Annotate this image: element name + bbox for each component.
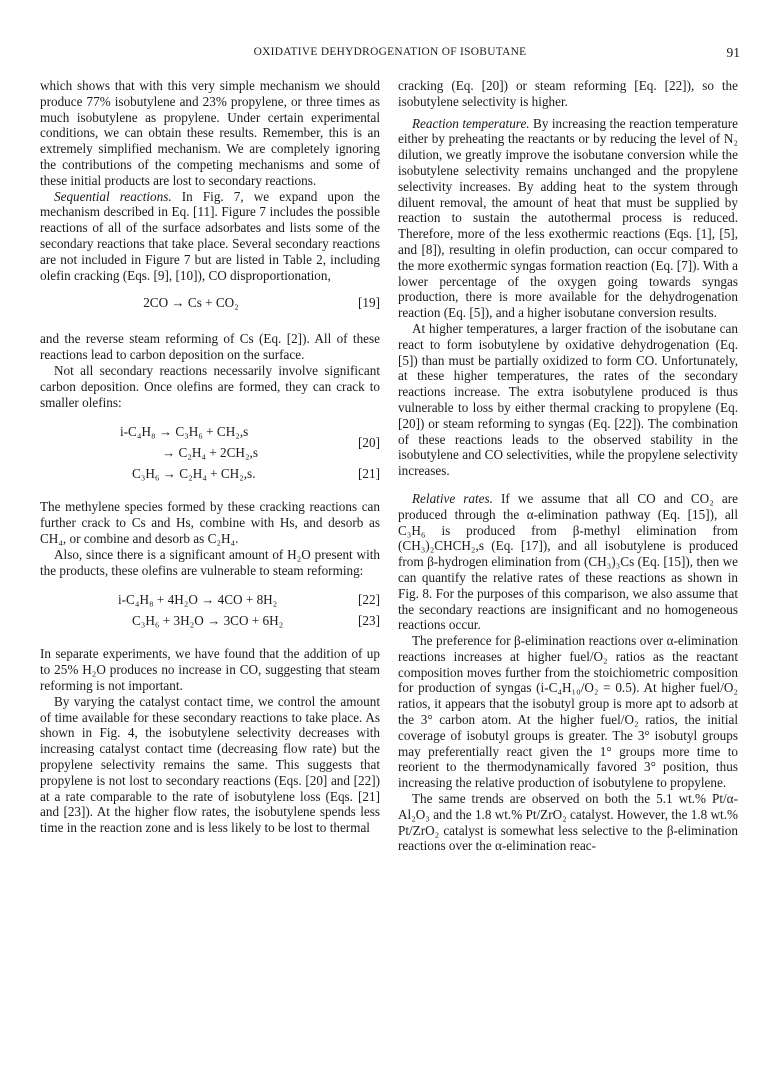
- equation-20-line-2: → C₂H₄ + 2CH₂,s: [162, 445, 258, 461]
- paragraph: which shows that with this very simple mechanism we should produce 77% isobutylene and 23% propylene, or three times as much isobutylene as propylene. Under certain experimental conditions, we can obtain these results. Remember, this is an extremely simplified mechanism. We are completely ignoring the contributions of the competing mechanisms and some of these initial products are lost to secondary reactions.: [40, 78, 380, 188]
- paragraph-text: By increasing the reaction temperature either by preheating the reactants or by reducing the level of N₂ dilution, we greatly improve the isobutane conversion while the isobutylene selectivity remains unchanged and the propylene selectivity increases. By adding heat to the system through diluent removal, the amount of heat that must be supplied by reaction to sustain the autothermal process is reduced. Therefore, more of the less exothermic reactions (Eqs. [1], [5], and [8]), resulting in olefin production, can occur compared to the more exothermic syngas formation reaction (Eq. [7]). With a lower percentage of the oxygen going towards syngas production, there is more available for the dehydrogenation reaction (Eq. [5]), and a higher isobutane conversion results.: [398, 115, 738, 321]
- equation-number: [20]: [358, 435, 380, 451]
- paragraph: Not all secondary reactions necessarily involve significant carbon deposition. Once olefins are formed, they can crack to smaller olefins:: [40, 362, 380, 410]
- equation-22: i-C₄H₈ + 4H₂O → 4CO + 8H₂: [118, 592, 278, 608]
- equation-number: [22]: [358, 592, 380, 608]
- section-heading: Reaction temperature.: [412, 115, 530, 131]
- equation-20-line-1: i-C₄H₈ → C₃H₆ + CH₂,s: [120, 424, 249, 440]
- paragraph: The preference for β-elimination reactions over α-elimination reactions increases at higher fuel/O₂ ratios as the reactant composition moves further from the stoichiometric composition for production of syngas (i-C₄H₁₀/O₂ = 0.5). At higher fuel/O₂ ratios, it appears that the isobutyl group is more apt to adsorb at the 3° carbon atom. At the higher fuel/O₂ ratios, the initial coverage of isobutyl groups is greater. The 3° isobutyl groups may preferentially react given the 1° groups more time to reorient to the thermodynamically favored 3° position, thus increasing the relative production of isobutylene to propylene.: [398, 633, 738, 791]
- paragraph-sequential-reactions: [40, 189, 380, 284]
- paragraph: The methylene species formed by these cracking reactions can further crack to Cs and Hs, combine with Hs, and desorb as CH₄, or combine and desorb as C₂H₄.: [40, 499, 380, 546]
- equation-21: C₃H₆ → C₂H₄ + CH₂,s.: [132, 466, 256, 482]
- running-title: OXIDATIVE DEHYDROGENATION OF ISOBUTANE: [253, 46, 527, 58]
- equation-body: 2CO → Cs + CO₂: [143, 295, 239, 311]
- section-heading: Relative rates.: [412, 490, 493, 506]
- equation-19: [40, 295, 380, 317]
- paragraph: cracking (Eq. [20]) or steam reforming [Eq. [22]), so the isobutylene selectivity is higher.: [398, 78, 738, 109]
- equation-number: [21]: [358, 466, 380, 482]
- paragraph: The same trends are observed on both the 5.1 wt.% Pt/α-Al₂O₃ and the 1.8 wt.% Pt/ZrO₂ catalyst. However, the 1.8 wt.% Pt/ZrO₂ catalyst is somewhat less selective to the β-elimination reactions over the α-elimination reac-: [398, 791, 738, 854]
- page-header: [40, 46, 740, 64]
- equation-number: [23]: [358, 613, 380, 629]
- equation-block-20-21: [40, 424, 380, 487]
- equation-number: [19]: [358, 295, 380, 311]
- left-column: [40, 78, 380, 836]
- right-column: [398, 78, 738, 854]
- paragraph: By varying the catalyst contact time, we control the amount of time available for these secondary reactions to take place. As shown in Fig. 4, the isobutylene selectivity decreases with increasing catalyst contact time (decreasing flow rate) but the propylene selectivity remains the same. This suggests that propylene is not lost to secondary reactions (Eqs. [20] and [22]) at a rate comparable to the rate of isobutylene loss (Eqs. [21] and [23]). At the higher flow rates, the isobutylene spends less time in the reaction zone and is less likely to be lost to thermal: [40, 693, 380, 836]
- paragraph: In separate experiments, we have found that the addition of up to 25% H₂O produces no increase in CO, suggesting that steam reforming is not important.: [40, 646, 380, 693]
- equation-23: C₃H₆ + 3H₂O → 3CO + 6H₂: [132, 613, 284, 629]
- paragraph: Also, since there is a significant amount of H₂O present with the products, these olefins are vulnerable to steam reforming:: [40, 546, 380, 578]
- equation-block-22-23: [40, 592, 380, 634]
- paragraph: and the reverse steam reforming of Cs (Eq. [2]). All of these reactions lead to carbon deposition on the surface.: [40, 331, 380, 363]
- paragraph-relative-rates: [398, 491, 738, 633]
- paragraph-text: In Fig. 7, we expand upon the mechanism described in Eq. [11]. Figure 7 includes the possible reactions of all of the surface adsorbates and lists some of the secondary reactions that take place. Several secondary reactions are not included in Figure 7 but are listed in Table 2, including olefin cracking (Eqs. [9], [10]), CO disproportionation,: [40, 188, 380, 283]
- page-number: 91: [726, 45, 740, 60]
- section-heading: Sequential reactions.: [54, 188, 172, 204]
- paragraph-reaction-temperature: [398, 116, 738, 321]
- paragraph: At higher temperatures, a larger fraction of the isobutane can react to form isobutylene by oxidative dehydrogenation (Eq. [5]) than must be partially oxidized to form CO. Unfortunately, at these higher temperatures, the rates of the secondary reactions increase. The extra isobutylene produced is thus vulnerable to loss by either thermal cracking to propylene (Eq. [20]) or steam reforming to syngas (Eq. [22]). The combination of these reactions leads to the observed stability in the isobutylene and CO selectivities, while the propylene selectivity increases.: [398, 320, 738, 479]
- paragraph-text: If we assume that all CO and CO₂ are produced through the α-elimination pathway (Eq. [15]), all C₃H₆ is produced from β-methyl elimination from (CH₃)₂CHCH₂,s (Eq. [17]), and all isobutylene is produced from β-hydrogen elimination from (CH₃)₃Cs (Eq. [15]), then we can quantify the relative rates of these reactions as shown in Fig. 8. For the purposes of this comparison, we also assume that the secondary reactions are insignificant and no homogeneous reactions occur.: [398, 490, 738, 633]
